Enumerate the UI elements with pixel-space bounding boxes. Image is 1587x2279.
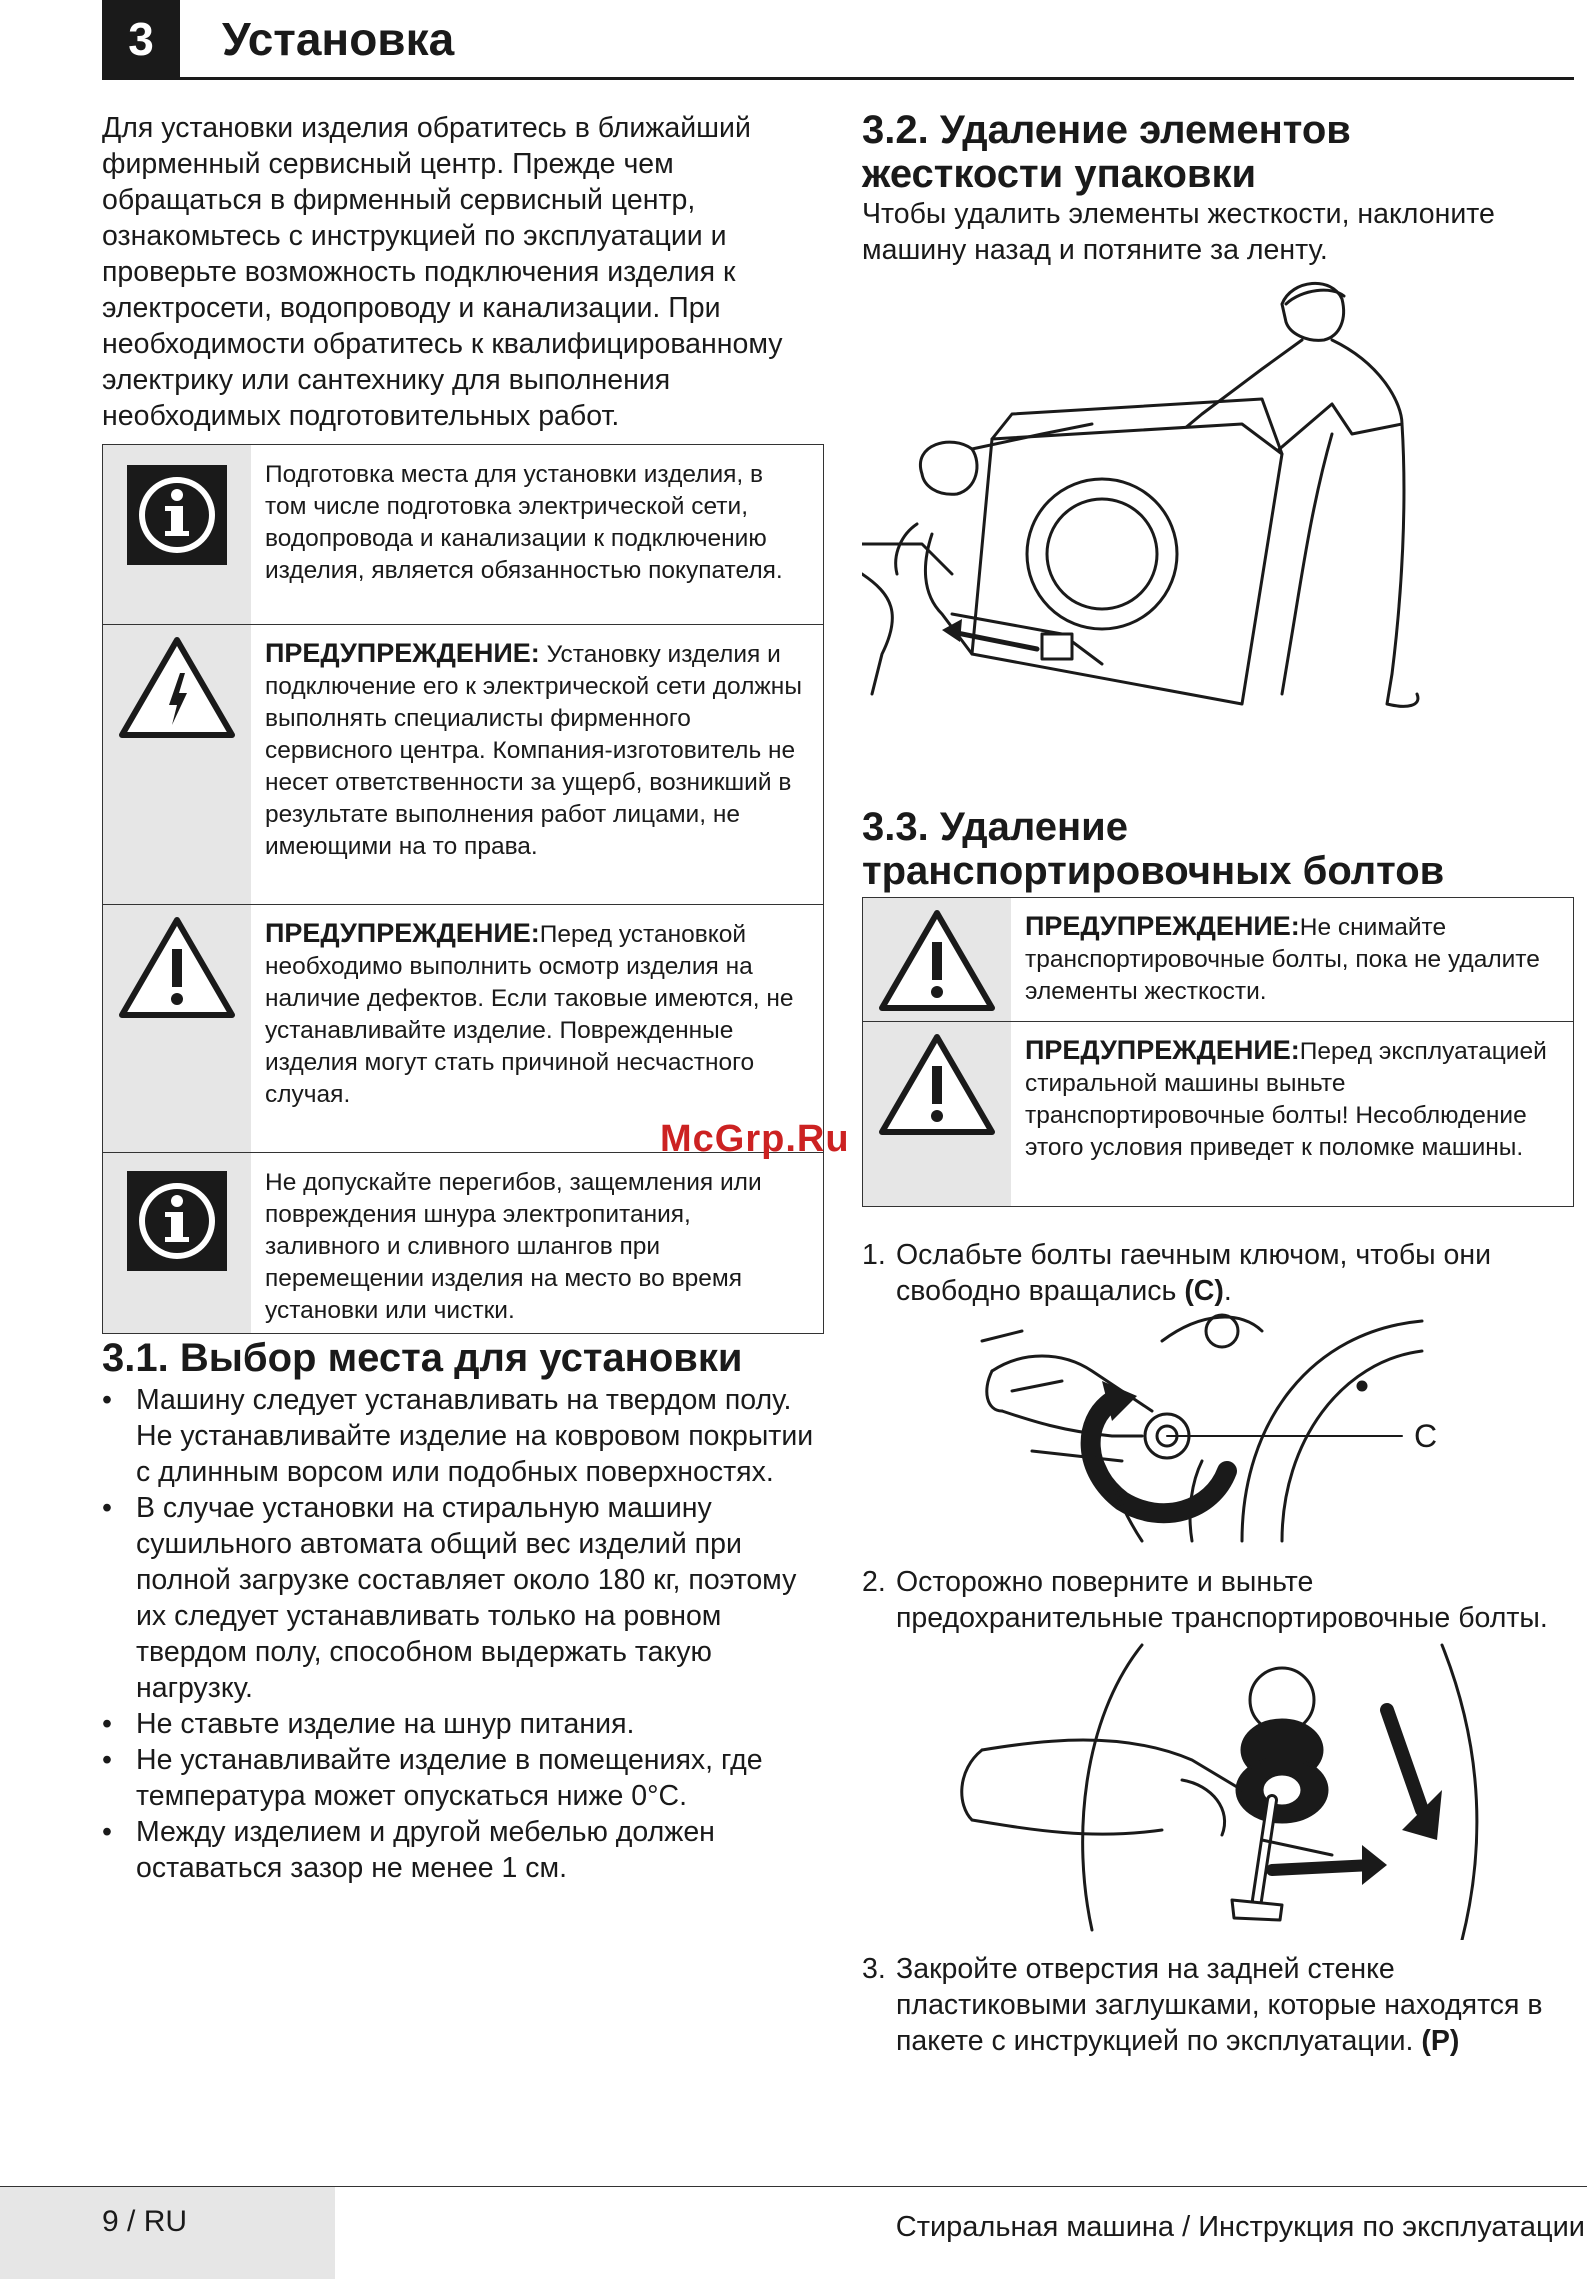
- watermark: McGrp.Ru: [660, 1118, 850, 1160]
- list-item: • Машину следует устанавливать на твердом полу. Не устанавливайте изделие на ковровом покрытии с длинным ворсом или подобных поверхностях.: [102, 1382, 824, 1490]
- bolts-steps: [862, 1951, 1574, 2059]
- section-3-3-title: [862, 805, 1574, 893]
- step-item: [862, 1951, 1574, 2059]
- section-3-1-title: 3.1. Выбор места для установки: [102, 1336, 743, 1380]
- bolts-steps: [862, 1237, 1574, 1309]
- warning-icon: [877, 1032, 997, 1137]
- section-title-line: 3.3. Удаление: [862, 805, 1128, 849]
- notes-table: [102, 444, 824, 1334]
- section-3-2-text: Чтобы удалить элементы жесткости, наклоните машину назад и потяните за ленту.: [862, 198, 1495, 266]
- step-strong: (C): [1184, 1275, 1224, 1307]
- bolt-removal-illustration: [862, 1640, 1574, 1940]
- note-body: Перед установкой необходимо выполнить осмотр изделия на наличие дефектов. Если таковые имеются, не устанавливайте изделие. Поврежденные изделия могут стать причиной несчастного случая.: [265, 921, 794, 1108]
- step-tail: .: [1223, 1275, 1232, 1307]
- note-body: Подготовка места для установки изделия, в том числе подготовка электрической сети, водопровода и канализации к подключению изделия, является обязанностью покупателя.: [265, 461, 783, 584]
- tilting-machine-illustration: [862, 274, 1574, 794]
- section-title-line: 3.2. Удаление элементов: [862, 108, 1351, 152]
- right-column: [862, 108, 1574, 2059]
- list-item: • Между изделием и другой мебелью должен оставаться зазор не менее 1 см.: [102, 1814, 824, 1886]
- section-3-2-title: [862, 108, 1574, 196]
- electric-warning-icon: [117, 635, 237, 740]
- note-text: [251, 1153, 823, 1333]
- list-item: • Не устанавливайте изделие в помещениях, где температура может опускаться ниже 0°C.: [102, 1742, 824, 1814]
- list-item: • Не ставьте изделие на шнур питания.: [102, 1706, 824, 1742]
- bolts-steps: [862, 1564, 1574, 1636]
- note-text: [251, 625, 823, 904]
- chapter-number: 3: [102, 0, 180, 78]
- note-strong: ПРЕДУПРЕЖДЕНИЕ:: [265, 638, 540, 668]
- note-row: [863, 898, 1573, 1022]
- step-text: Закройте отверстия на задней стенке пластиковыми заглушками, которые находятся в пакете с инструкцией по эксплуатации.: [896, 1953, 1543, 2057]
- step-number: 1.: [862, 1239, 886, 1271]
- note-row: [103, 445, 823, 625]
- note-strong: ПРЕДУПРЕЖДЕНИЕ:: [265, 918, 540, 948]
- step-text: Осторожно поверните и выньте предохранительные транспортировочные болты.: [896, 1566, 1548, 1634]
- chapter-title: Установка: [222, 13, 455, 65]
- info-icon: [127, 1171, 227, 1271]
- note-row: [103, 905, 823, 1153]
- step-item: [862, 1564, 1574, 1636]
- step-number: 3.: [862, 1953, 886, 1985]
- document-title: Стиральная машина / Инструкция по эксплуатации: [895, 2211, 1585, 2243]
- intro-paragraph: Для установки изделия обратитесь в ближайший фирменный сервисный центр. Прежде чем обращаться в фирменный сервисный центр, ознакомьтесь с инструкцией по эксплуатации и проверьте возможность подключения изделия к электросети, водопроводу и канализации. При необходимости обратитесь к квалифицированному электрику или сантехнику для выполнения необходимых подготовительных работ.: [102, 112, 783, 432]
- list-item: • В случае установки на стиральную машину сушильного автомата общий вес изделий при полной загрузке составляет около 180 кг, поэтому их следует устанавливать только на ровном твердом полу, способном выдержать такую нагрузку.: [102, 1490, 824, 1706]
- wrench-illustration: [862, 1311, 1574, 1551]
- page-number: 9 / RU: [102, 2205, 188, 2238]
- warning-icon: [117, 915, 237, 1020]
- step-number: 2.: [862, 1566, 886, 1598]
- step-item: [862, 1237, 1574, 1309]
- note-row: [103, 625, 823, 905]
- placement-list: [102, 1382, 824, 1886]
- warning-icon: [877, 908, 997, 1013]
- page-footer: [0, 2186, 1587, 2279]
- note-row: [863, 1022, 1573, 1206]
- note-text: [1011, 898, 1573, 1021]
- figure-label-c: C: [1414, 1418, 1438, 1454]
- step-text: Ослабьте болты гаечным ключом, чтобы они свободно вращались: [896, 1239, 1492, 1307]
- info-icon: [127, 465, 227, 565]
- note-body: Перед эксплуатацией стиральной машины выньте транспортировочные болты! Несоблюдение этого условия приведет к поломке машины.: [1025, 1038, 1547, 1161]
- note-text: [1011, 1022, 1573, 1206]
- note-text: [251, 905, 823, 1152]
- step-strong: (P): [1421, 2025, 1460, 2057]
- note-row: [103, 1153, 823, 1333]
- note-strong: ПРЕДУПРЕЖДЕНИЕ:: [1025, 911, 1300, 941]
- left-column: [102, 110, 824, 1886]
- note-body: Установку изделия и подключение его к электрической сети должны выполнять специалисты фирменного сервисного центра. Компания-изготовитель не несет ответственности за ущерб, возникший в результате выполнения работ лицами, не имеющими на то права.: [265, 641, 802, 860]
- section-title-line: транспортировочных болтов: [862, 849, 1445, 893]
- chapter-header: [102, 0, 1574, 80]
- note-text: [251, 445, 823, 624]
- bolts-warnings-table: [862, 897, 1574, 1207]
- section-title-line: жесткости упаковки: [862, 152, 1257, 196]
- note-body: Не снимайте транспортировочные болты, пока не удалите элементы жесткости.: [1025, 914, 1540, 1005]
- note-strong: ПРЕДУПРЕЖДЕНИЕ:: [1025, 1035, 1300, 1065]
- note-body: Не допускайте перегибов, защемления или повреждения шнура электропитания, заливного и сливного шлангов при перемещении изделия на место во время установки или чистки.: [265, 1169, 762, 1324]
